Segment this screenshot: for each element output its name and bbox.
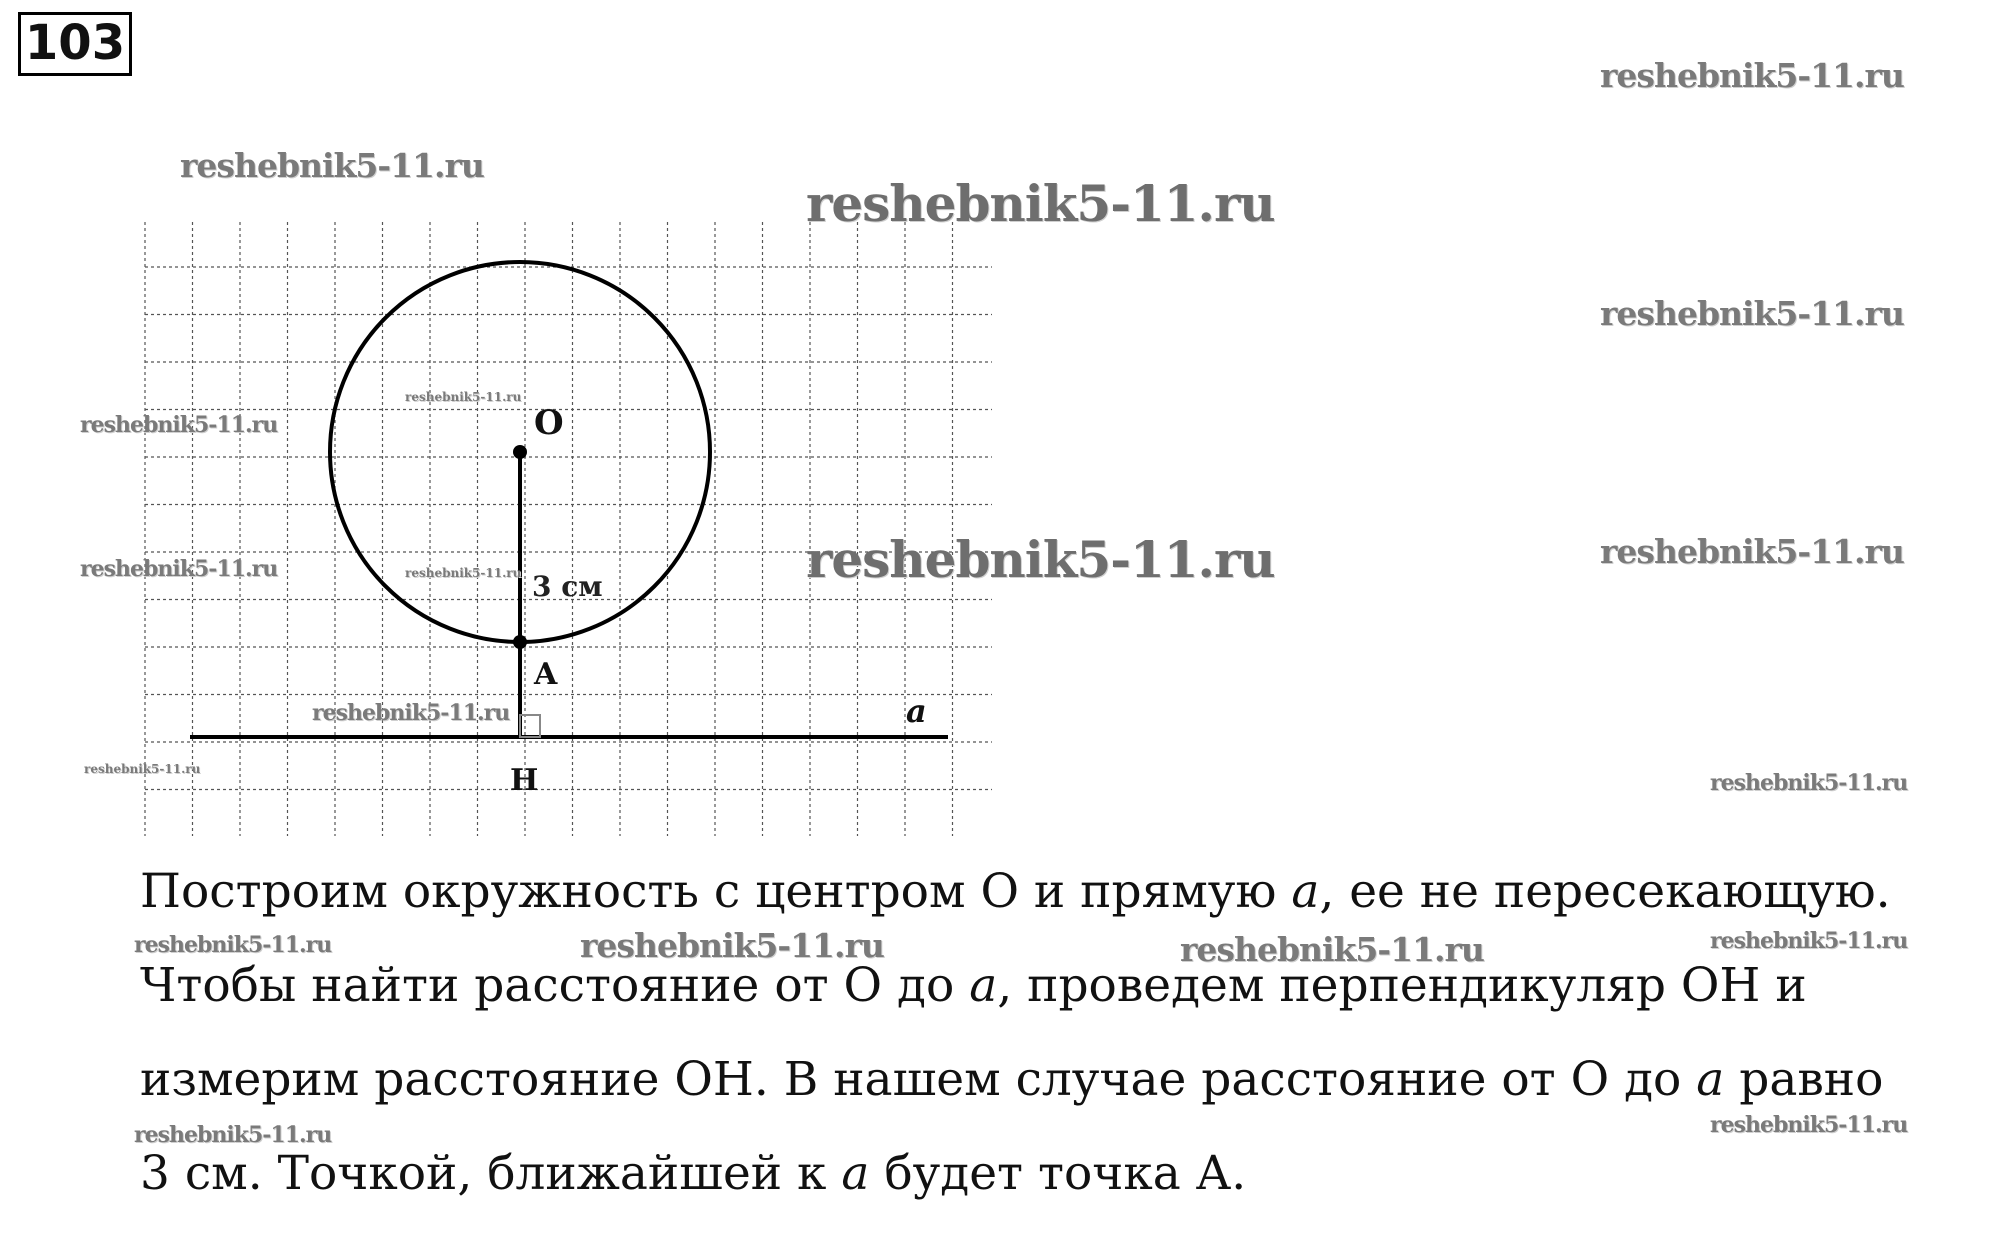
solution-line-2: Чтобы найти расстояние от O до a, проведем перпендикуляр OH и [140,958,1807,1013]
watermark: reshebnik5-11.ru [1180,930,1484,969]
solution-line-1: Построим окружность с центром O и прямую a, ее не пересекающую. [140,864,1891,919]
watermark: reshebnik5-11.ru [405,566,522,580]
watermark: reshebnik5-11.ru [80,412,278,438]
watermark: reshebnik5-11.ru [1600,532,1904,571]
solution-text [140,862,2000,1238]
watermark: reshebnik5-11.ru [1600,294,1904,333]
watermark: reshebnik5-11.ru [134,1122,332,1148]
label-H: H [510,763,539,798]
watermark: reshebnik5-11.ru [180,146,484,185]
watermark: reshebnik5-11.ru [405,390,522,404]
watermark: reshebnik5-11.ru [806,174,1275,233]
watermark: reshebnik5-11.ru [580,926,884,965]
watermark: reshebnik5-11.ru [1600,56,1904,95]
watermark: reshebnik5-11.ru [312,700,510,726]
watermark: reshebnik5-11.ru [1710,928,1908,954]
label-O: O [534,403,564,443]
solution-line-3: измерим расстояние OH. В нашем случае расстояние от O до a равно [140,1052,1884,1107]
right-angle-mark [520,715,540,737]
watermark: reshebnik5-11.ru [806,530,1275,589]
watermark: reshebnik5-11.ru [1710,770,1908,796]
task-number: 103 [18,12,132,76]
point-O [513,445,527,459]
watermark: reshebnik5-11.ru [80,556,278,582]
label-a: a [906,692,927,730]
label-A: A [534,657,558,692]
watermark: reshebnik5-11.ru [84,762,201,776]
watermark: reshebnik5-11.ru [1710,1112,1908,1138]
label-segment-3cm: 3 см [532,570,603,603]
point-A [513,635,527,649]
solution-line-4: 3 см. Точкой, ближайшей к a будет точка А. [140,1146,1247,1201]
watermark: reshebnik5-11.ru [134,932,332,958]
grid [145,222,992,836]
